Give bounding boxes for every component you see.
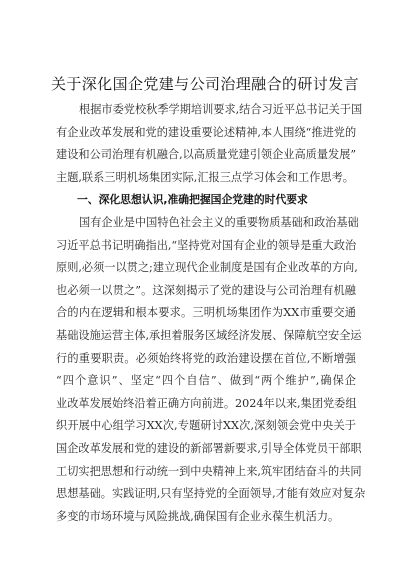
section-paragraph-line: 原则,必须一以贯之;建立现代企业制度是国有企业改革的方向, xyxy=(56,261,358,275)
section-paragraph-line: 织开展中心组学习XX次,专题研讨XX次,深刻领会党中央关于 xyxy=(56,419,356,433)
intro-paragraph-line: 建设和公司治理有机融合,以高质量党建引领企业高质量发展” xyxy=(56,148,357,162)
section-paragraph-line: 行的重要职责。必须始终将党的政治建设摆在首位,不断增强 xyxy=(56,351,356,365)
document-title: 关于深化国企党建与公司治理融合的研讨发言 xyxy=(50,75,359,93)
section-heading: 一、深化思想认识,准确把握国企党建的时代要求 xyxy=(77,193,308,207)
section-paragraph-line: 国有企业是中国特色社会主义的重要物质基础和政治基础 xyxy=(79,215,359,229)
section-paragraph-line: 习近平总书记明确指出,“坚持党对国有企业的领导是重大政治 xyxy=(56,238,357,252)
section-paragraph-line: “四个意识”、坚定“四个自信”、做到“两个维护”,确保企 xyxy=(56,374,356,388)
section-paragraph-line: 国企改革发展和党的建设的新部署新要求,引导全体党员干部职 xyxy=(56,441,362,455)
document-body xyxy=(56,99,366,528)
intro-paragraph-line: 主题,联系三明机场集团实际,汇报三点学习体会和工作思考。 xyxy=(56,170,354,184)
section-paragraph-line: 多变的市场环境与风险挑战,确保国有企业永葆生机活力。 xyxy=(56,509,340,523)
section-paragraph-line: 合的内在逻辑和根本要求。三明机场集团作为XX市重要交通 xyxy=(56,306,356,320)
section-paragraph-line: 基础设施运营主体,承担着服务区域经济发展、保障航空安全运 xyxy=(56,328,362,342)
section-paragraph-line: 业改革发展始终沿着正确方向前进。2024年以来,集团党委组 xyxy=(56,396,357,410)
section-paragraph-line: 工切实把思想和行动统一到中央精神上来,筑牢团结奋斗的共同 xyxy=(56,464,362,478)
intro-paragraph-line: 根据市委党校秋季学期培训要求,结合习近平总书记关于国 xyxy=(79,103,363,116)
section-paragraph-line: 思想基础。实践证明,只有坚持党的全面领导,才能有效应对复杂 xyxy=(56,487,366,501)
section-paragraph-line: 也必须一以贯之”。这深刻揭示了党的建设与公司治理有机融 xyxy=(56,283,356,297)
intro-paragraph-line: 有企业改革发展和党的建设重要论述精神,本人围绕“推进党的 xyxy=(56,125,357,139)
